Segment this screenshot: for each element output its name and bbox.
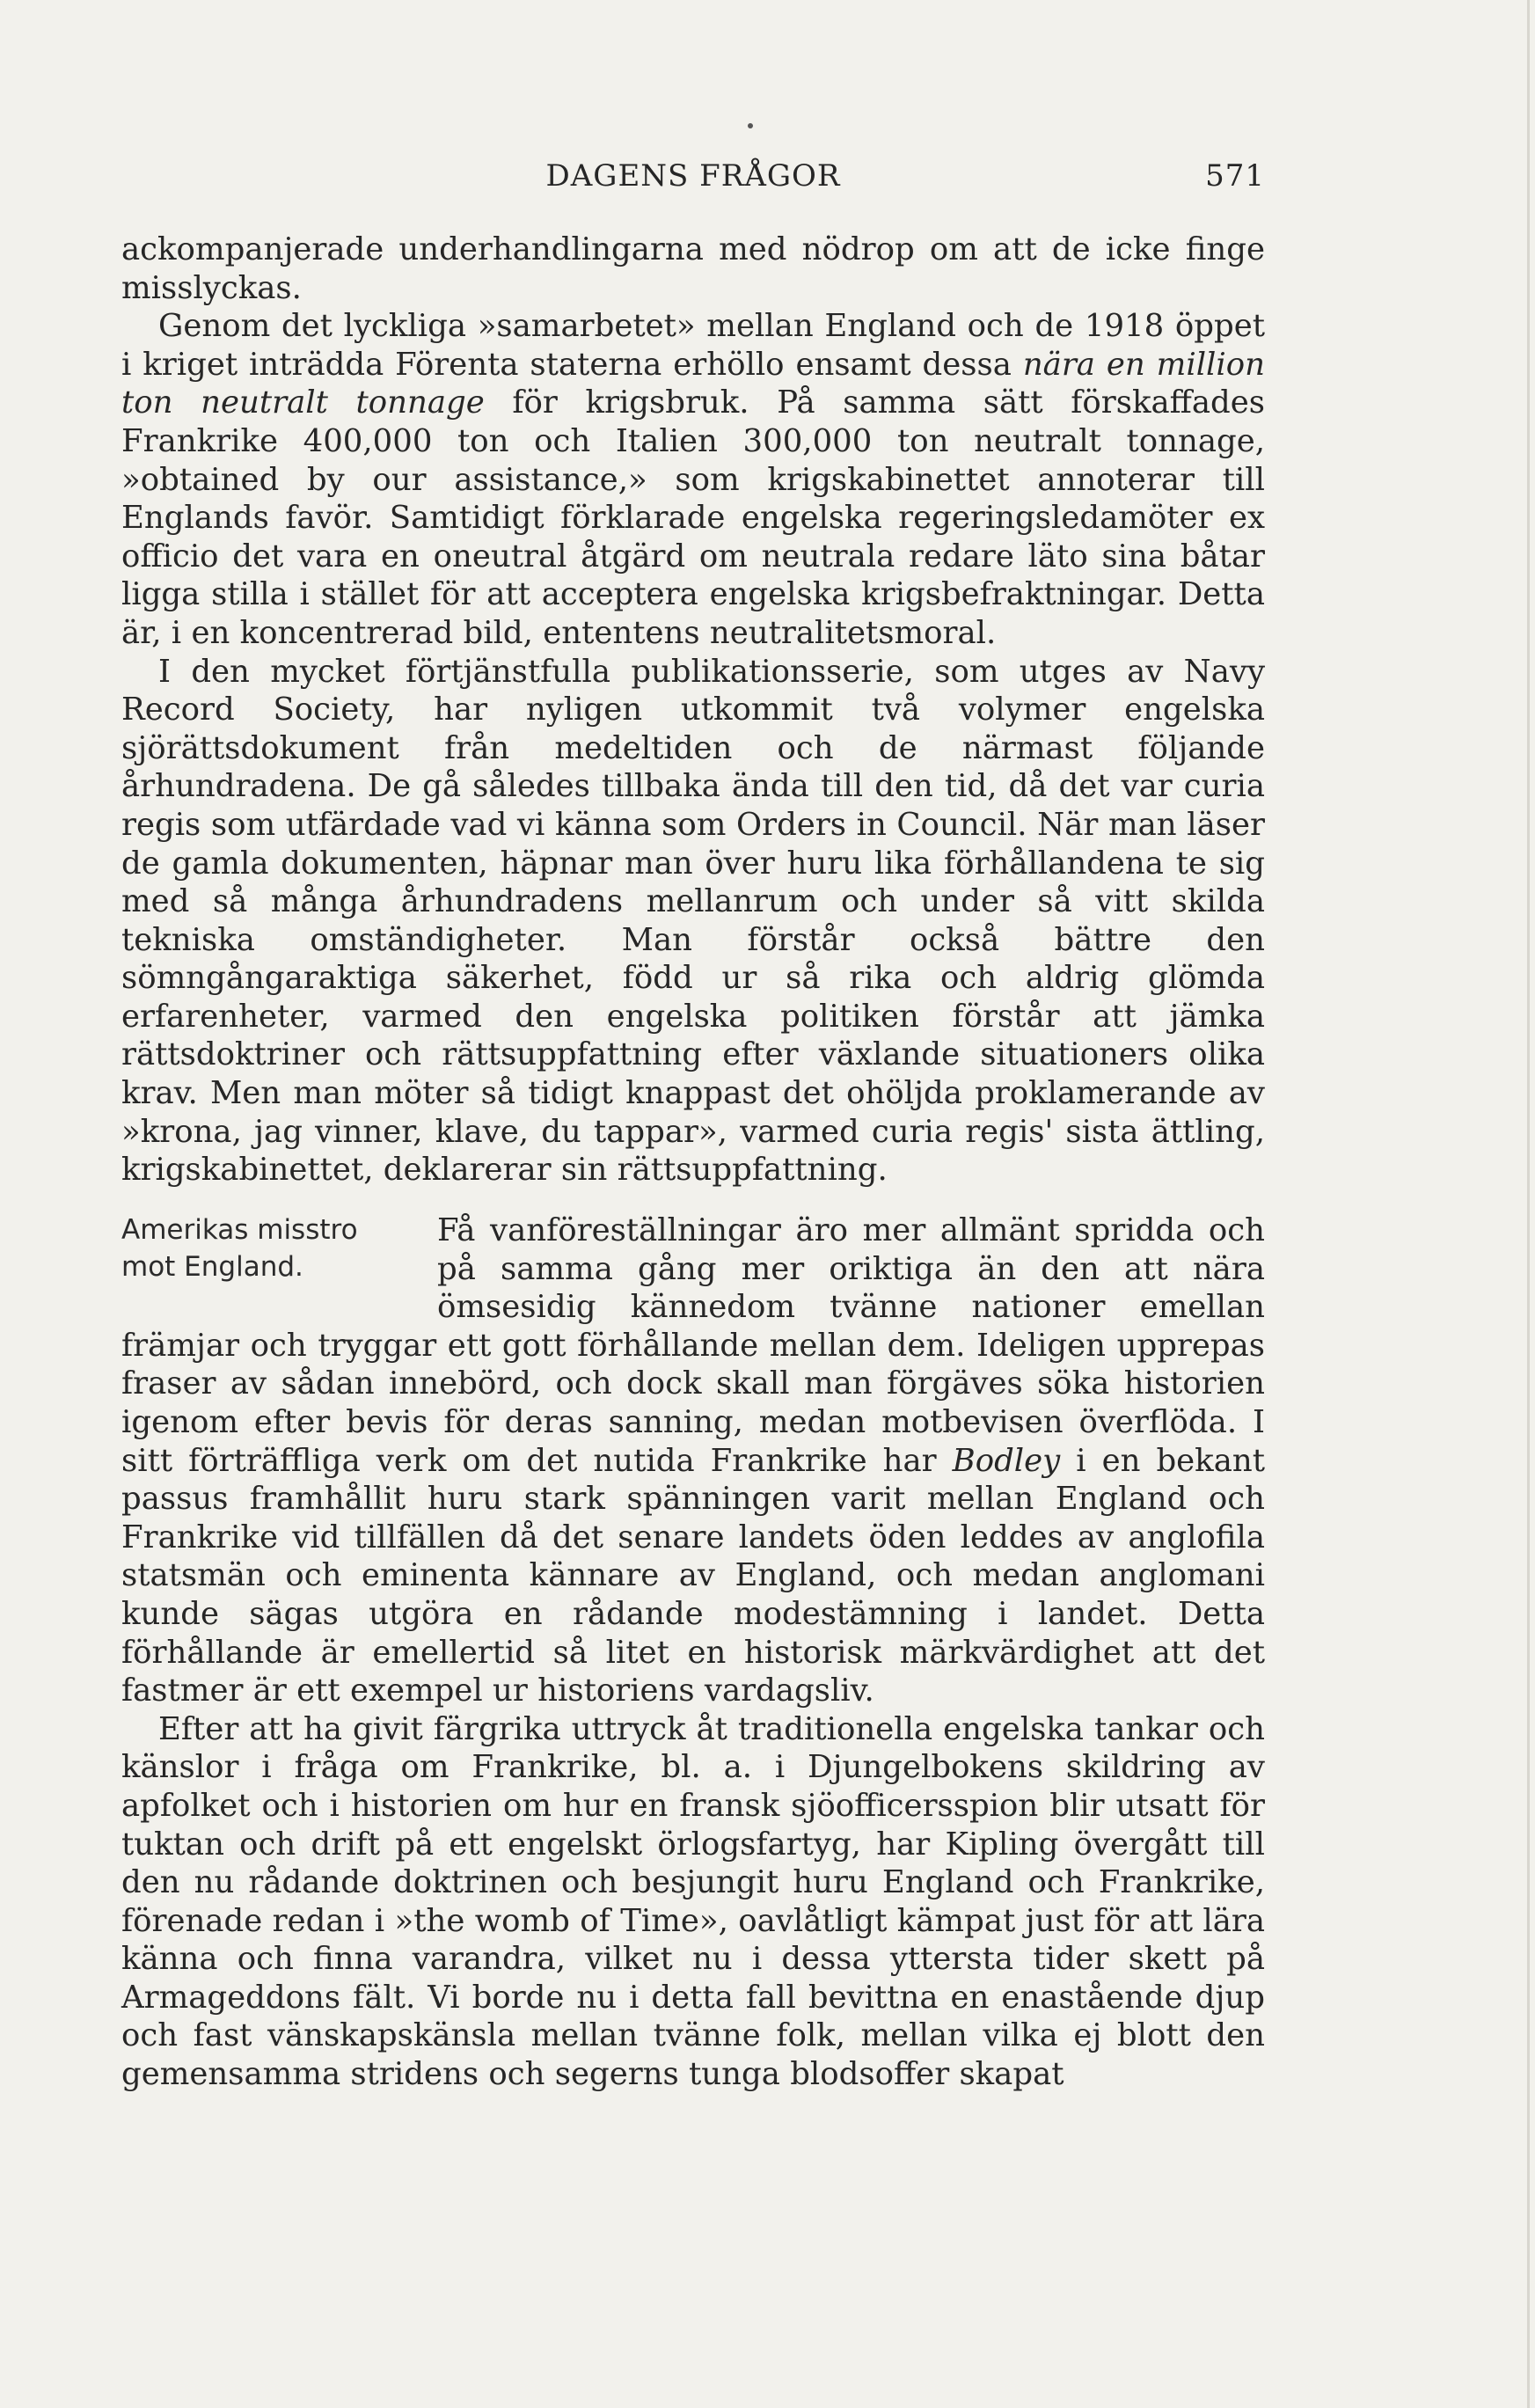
section-2-paragraph-2: Efter att ha givit färgrika uttryck åt traditionella engelska tankar och känslor i fråga om Frankrike, bl. a. i Djungelbokens skildring av apfolket och i historien om hur en fransk sjöofficersspion blir utsatt för tuktan och drift på ett engelskt örlogsfartyg, har Kipling övergått till den nu rådande doktrinen och besjungit huru England och Frankrike, förenade redan i »the womb of Time», oavlåtligt kämpat just för att lära känna och finna varandra, vilket nu i dessa yttersta tider skett på Armageddons fält. Vi borde nu i detta fall bevittna en enastående djup och fast vänskapskänsla mellan tvänne folk, mellan vilka ej blott den gemensamma stridens och segerns tunga blodsoffer skapat: [121, 1710, 1265, 2093]
section-1: [121, 231, 1265, 1189]
print-speck: [748, 123, 753, 128]
side-heading-line-2: mot England.: [121, 1251, 303, 1283]
paragraph-1: ackompanjerade underhandlingarna med nödrop om att de icke finge misslyckas.: [121, 231, 1265, 306]
page-edge: [1527, 0, 1530, 2408]
section-2-paragraph-1-emphasis: Bodley: [952, 1442, 1061, 1479]
running-title: DAGENS FRÅGOR: [545, 158, 841, 194]
section-2-paragraph-1-text-b: i en bekant passus framhållit huru stark spänningen varit mellan England och Frankrike vid tillfällen då det senare landets öden leddes av anglofila statsmän och eminenta kännare av England, och medan anglomani kunde sägas utgöra en rådande modestämning i landet. Detta förhållande är emellertid så litet en historisk märkvärdighet att det fastmer är ett exempel ur historiens vardagsliv.: [121, 1442, 1265, 1709]
side-heading-line-1: Amerikas misstro: [121, 1214, 358, 1246]
section-2-paragraph-1-text-a: Få vanföreställningar äro mer allmänt spridda och på samma gång mer oriktiga än den att nära ömsesidig kännedom tvänne nationer emellan främjar och tryggar ett gott förhållande mellan dem. Ideligen upprepas fraser av sådan innebörd, och dock skall man förgäves söka historien igenom efter bevis för deras sanning, medan motbevisen överflöda. I sitt förträffliga verk om det nutida Frankrike har: [121, 1212, 1265, 1479]
section-2: [121, 1211, 1265, 2094]
page-number: 571: [1205, 158, 1265, 194]
paragraph-2: [121, 307, 1265, 652]
running-head: [121, 158, 1265, 211]
paragraph-2-text-a: Genom det lyckliga »samarbetet» mellan England och de 1918 öppet i kriget inträdda Förenta staterna erhöllo ensamt dessa: [121, 308, 1265, 383]
paragraph-2-text-b: för krigsbruk. På samma sätt förskaffades Frankrike 400,000 ton och Italien 300,000 ton neutralt tonnage, »obtained by our assistance,» som krigskabinettet annoterar till Englands favör. Samtidigt förklarade engelska regeringsledamöter ex officio det vara en oneutral åtgärd om neutrala redare läto sina båtar ligga stilla i stället för att acceptera engelska krigsbefraktningar. Detta är, i en koncentrerad bild, ententens neutralitetsmoral.: [121, 384, 1265, 651]
paragraph-3: I den mycket förtjänstfulla publikationsserie, som utges av Navy Record Society, har nyligen utkommit två volymer engelska sjörättsdokument från medeltiden och de närmast följande århundradena. De gå således tillbaka ända till den tid, då det var curia regis som utfärdade vad vi känna som Orders in Council. När man läser de gamla dokumenten, häpnar man över huru lika förhållandena te sig med så många århundradens mellanrum och under så vitt skilda tekniska omständigheter. Man förstår också bättre den sömngångaraktiga säkerhet, född ur så rika och aldrig glömda erfarenheter, varmed den engelska politiken förstår att jämka rättsdoktriner och rättsuppfattning efter växlande situationers olika krav. Men man möter så tidigt knappast det ohöljda proklamerande av »krona, jag vinner, klave, du tappar», varmed curia regis' sista ättling, krigskabinettet, deklarerar sin rättsuppfattning.: [121, 653, 1265, 1189]
side-heading: [121, 1211, 434, 1289]
paragraph-2-emphasis: nära en million ton neutralt tonnage: [121, 346, 1265, 421]
